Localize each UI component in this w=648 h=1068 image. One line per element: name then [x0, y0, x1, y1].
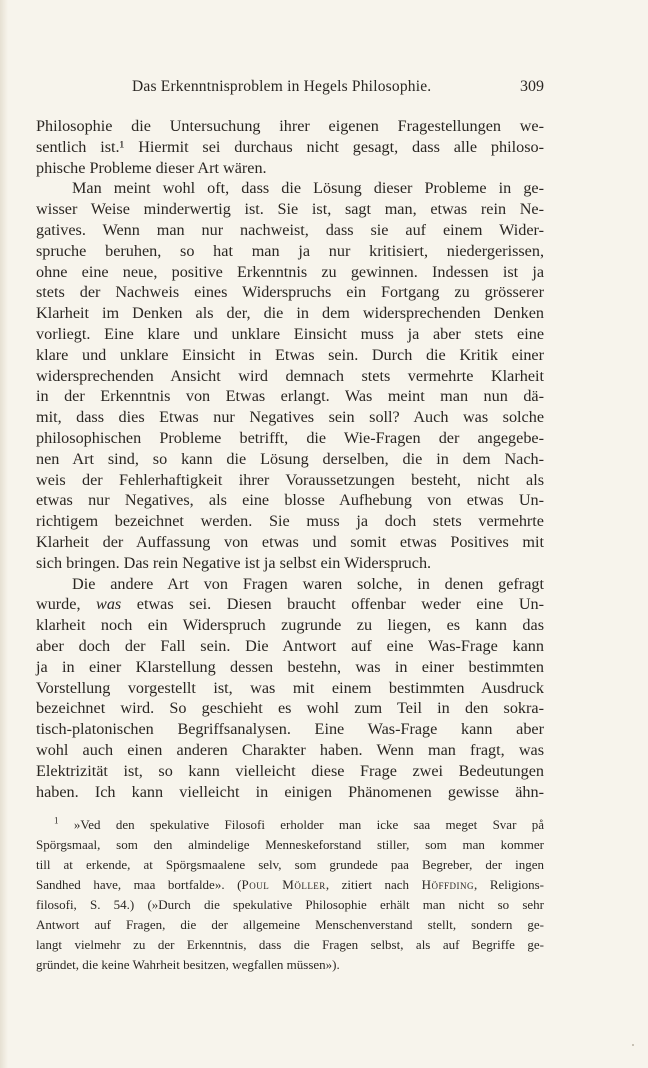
page-number: 309 — [520, 78, 544, 95]
body-text — [36, 116, 544, 802]
emphasis-was: was — [96, 595, 122, 614]
text-line: nen Art sind, so kann die Lösung derselben, die in dem Nach- — [36, 449, 544, 468]
footnote-marker: 1 — [54, 815, 59, 826]
text-line: weis der Fehlerhaftigkeit ihrer Voraussetzungen besteht, nicht als — [36, 470, 544, 489]
text-line: ja in einer Klarstellung dessen bestehn, was in einer bestimmten — [36, 657, 544, 676]
footnote — [36, 815, 544, 975]
text-line: bezeichnet wird. So geschieht es wohl zum Teil in den sokra- — [36, 699, 544, 718]
text-line: haben. Ich kann vielleicht in einigen Phänomenen gewisse ähn- — [36, 782, 544, 801]
footnote-line: filosofi, S. 54.) (»Durch die spekulative Philosophie erhält man nicht so sehr — [36, 897, 544, 912]
text-fragment: Sandhed have, maa bortfalde». ( — [36, 877, 242, 892]
text-line: mit, dass dies Etwas nur Negatives sein soll? Auch was solche — [36, 408, 544, 427]
text-line: stets der Nachweis eines Widerspruchs ein Fortgang zu grösserer — [36, 283, 544, 302]
text-fragment: , Religions- — [474, 877, 544, 892]
text-line — [36, 594, 544, 615]
text-line: sentlich ist.¹ Hiermit sei durchaus nicht gesagt, dass alle philoso- — [36, 137, 544, 156]
author-name: Höffding — [421, 877, 475, 892]
text-line: etwas nur Negatives, als eine blosse Aufhebung von etwas Un- — [36, 491, 544, 510]
text-line: gatives. Wenn man nur nachweist, dass sie auf einem Wider- — [36, 220, 544, 239]
text-line: Elektrizität ist, so kann vielleicht diese Frage zwei Bedeutungen — [36, 761, 544, 780]
text-line: wisser Weise minderwertig ist. Sie ist, sagt man, etwas rein Ne- — [36, 200, 544, 219]
text-line: aber doch der Fall sein. Die Antwort auf eine Was-Frage kann — [36, 636, 544, 655]
text-line: Vorstellung vorgestellt ist, was mit einem bestimmten Ausdruck — [36, 678, 544, 697]
text-line: Man meint wohl oft, dass die Lösung dieser Probleme in ge- — [72, 179, 544, 198]
running-title: Das Erkenntnisproblem in Hegels Philosophie. — [132, 78, 432, 95]
footnote-line: Antwort auf Fragen, die der allgemeine Menschenverstand stellt, sondern ge- — [36, 917, 544, 932]
text-fragment: »Ved den spekulative Filosofi erholder man icke saa meget Svar på — [73, 817, 545, 832]
text-line: klare und unklare Einsicht in Etwas sein. Durch die Kritik einer — [36, 345, 544, 364]
text-line: phische Probleme dieser Art wären. — [36, 158, 267, 177]
text-line: sich bringen. Das rein Negative ist ja selbst ein Widerspruch. — [36, 553, 432, 572]
running-head — [36, 78, 544, 102]
footnote-line: Spörgsmaal, som den almindelige Menneskeforstand stiller, som man kommer — [36, 837, 544, 852]
footnote-line — [36, 875, 544, 895]
footnote-line: langt vielmehr zu der Erkenntnis, dass die Fragen selbst, als auf Begriffe ge- — [36, 937, 544, 952]
text-line: wohl auch einen anderen Charakter haben. Wenn man fragt, was — [36, 740, 544, 759]
text-line: ohne eine neue, positive Erkenntnis zu gewinnen. Indessen ist ja — [36, 262, 544, 281]
text-line: philosophischen Probleme betrifft, die Wie-Fragen der angegebe- — [36, 428, 544, 447]
text-line: vorliegt. Eine klare und unklare Einsicht muss ja aber stets eine — [36, 324, 544, 343]
text-line: Klarheit im Denken als der, die in dem widersprechenden Denken — [36, 304, 544, 323]
author-name: Poul Möller — [241, 877, 326, 892]
text-line: in der Erkenntnis von Etwas erlangt. Was meint man nun dä- — [36, 387, 544, 406]
footnote-line: till at erkende, at Spörgsmaalene selv, som grundede paa Begreber, der ingen — [36, 857, 544, 872]
text-line: Klarheit der Auffassung von etwas und somit etwas Positives mit — [36, 532, 544, 551]
text-line: spruche beruhen, so hat man ja nur kritisiert, niedergerissen, — [36, 241, 544, 260]
text-fragment: wurde, — [36, 595, 81, 614]
text-line: klarheit noch ein Widerspruch zugrunde zu liegen, es kann das — [36, 616, 544, 635]
text-line: widersprechenden Ansicht wird demnach stets vermehrte Klarheit — [36, 366, 544, 385]
footnote-line — [36, 815, 544, 835]
text-line: Die andere Art von Fragen waren solche, in denen gefragt — [72, 574, 544, 593]
paper-speck — [632, 1044, 634, 1046]
text-line: richtigem bezeichnet werden. Sie muss ja doch stets vermehrte — [36, 512, 544, 531]
text-fragment: , zitiert nach — [325, 877, 410, 892]
page-edge-shadow — [0, 0, 8, 1068]
footnote-line: gründet, die keine Wahrheit besitzen, wegfallen müssen»). — [36, 957, 340, 972]
text-line: tisch-platonischen Begriffsanalysen. Eine Was-Frage kann aber — [36, 720, 544, 739]
text-line: Philosophie die Untersuchung ihrer eigenen Fragestellungen we- — [36, 117, 544, 135]
text-fragment: etwas sei. Diesen braucht offenbar weder eine Un- — [136, 595, 545, 614]
